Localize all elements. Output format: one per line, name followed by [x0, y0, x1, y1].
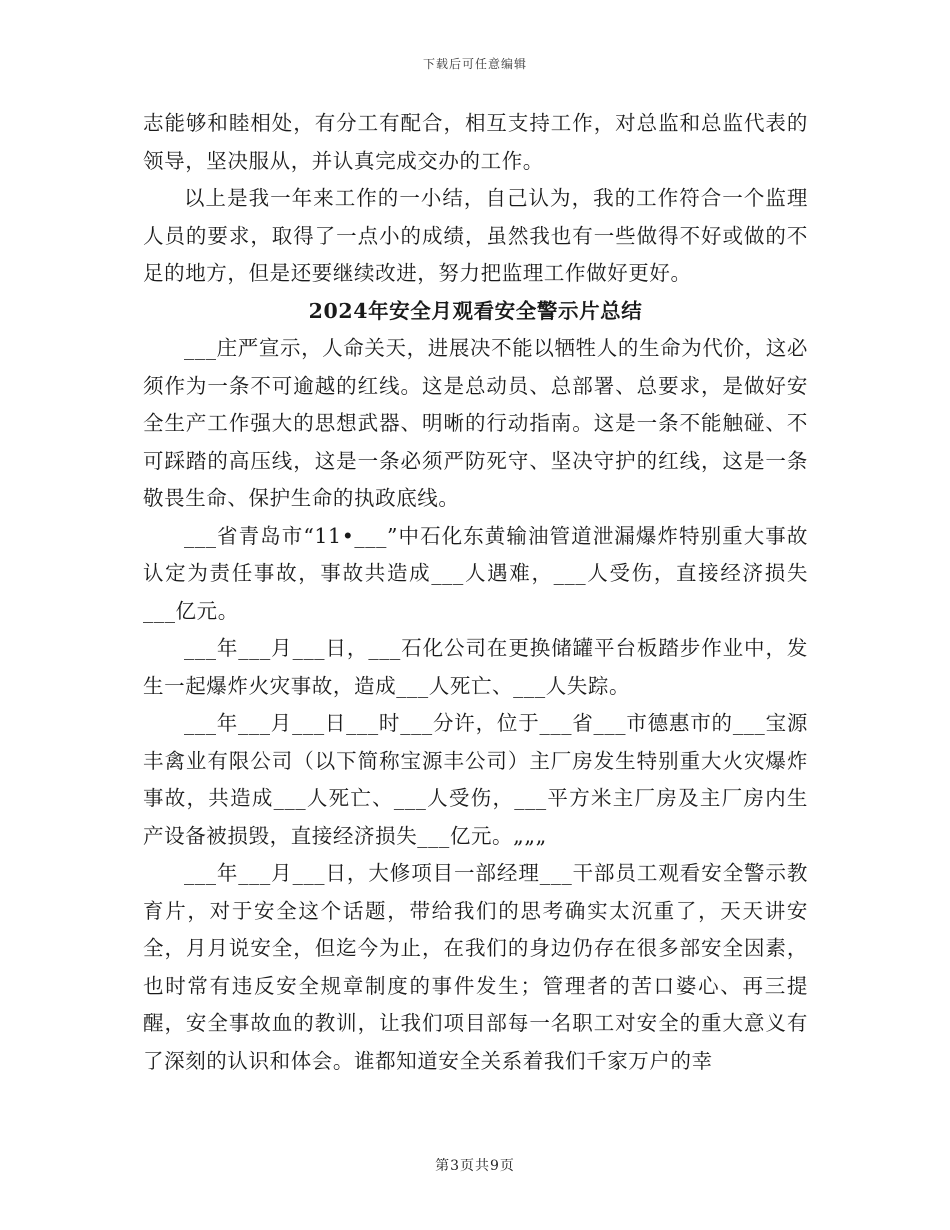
paragraph-qingdao-accident: ___省青岛市“11•___”中石化东黄输油管道泄漏爆炸特别重大事故认定为责任事故，事故共造成___人遇难，___人受伤，直接经济损失___亿元。 — [143, 523, 808, 623]
section-title: 2024年安全月观看安全警示片总结 — [308, 298, 643, 323]
paragraph-continuation: 志能够和睦相处，有分工有配合，相互支持工作，对总监和总监代表的领导，坚决服从，并认真完成交办的工作。 — [143, 111, 808, 173]
paragraph-petrochemical-accident: ___年___月___日，___石化公司在更换储罐平台板踏步作业中，发生一起爆炸火灾事故，造成___人死亡、___人失踪。 — [143, 636, 808, 698]
paragraph-summary: 以上是我一年来工作的一小结，自己认为，我的工作符合一个监理人员的要求，取得了一点小的成绩，虽然我也有一些做得不好或做的不足的地方，但是还要继续改进，努力把监理工作做好更好。 — [143, 186, 808, 285]
paragraph-baoyuanfeng-accident: ___年___月___日___时___分许，位于___省___市德惠市的___宝源丰禽业有限公司（以下简称宝源丰公司）主厂房发生特别重大火灾爆炸事故，共造成___人死亡、___人受伤，___平方米主厂房及主厂房内生产设备被损毁，直接经济损失___亿元。„„„ — [143, 711, 808, 848]
paragraph-project-reflection: ___年___月___日，大修项目一部经理___干部员工观看安全警示教育片，对于安全这个话题，带给我们的思考确实太沉重了，天天讲安全，月月说安全，但迄今为止，在我们的身边仍存在很多部安全因素，也时常有违反安全规章制度的事件发生；管理者的苦口婆心、再三提醒，安全事故血的教训，让我们项目部每一名职工对安全的重大意义有了深刻的认识和体会。谁都知道安全关系着我们千家万户的幸 — [143, 861, 808, 1073]
paragraph-declaration: ___庄严宣示，人命关天，进展决不能以牺牲人的生命为代价，这必须作为一条不可逾越的红线。这是总动员、总部署、总要求，是做好安全生产工作强大的思想武器、明晰的行动指南。这是一条不能触碰、不可踩踏的高压线，这是一条必须严防死守、坚决守护的红线，这是一条敬畏生命、保护生命的执政底线。 — [143, 336, 808, 510]
page-number: 第3页共9页 — [435, 1158, 515, 1174]
header-note: 下载后可任意编辑 — [422, 57, 527, 71]
document-body — [143, 105, 808, 1080]
